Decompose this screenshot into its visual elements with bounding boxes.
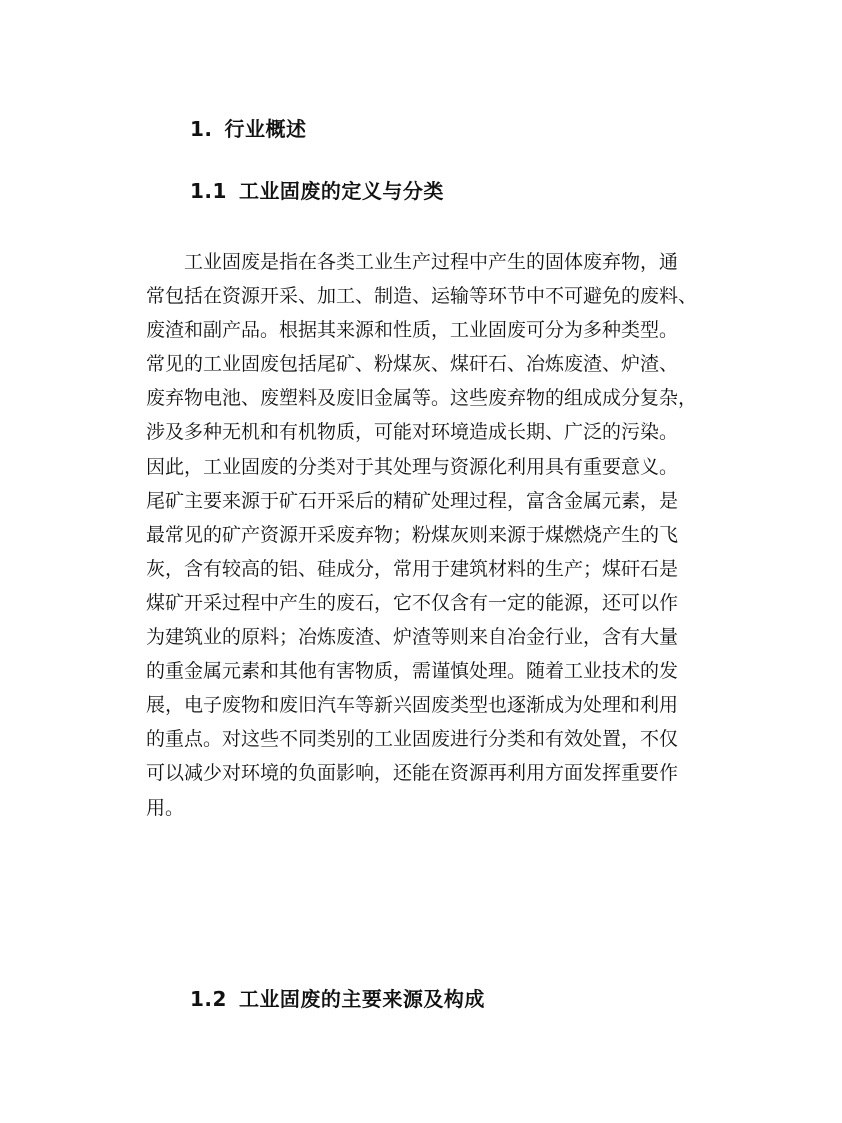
- section-title: 行业概述: [224, 117, 307, 141]
- section-heading-1-1: [190, 177, 444, 205]
- body-paragraph: [146, 245, 706, 825]
- section-heading-1-2: [190, 985, 485, 1013]
- paragraph-line: 的重点。对这些不同类别的工业固废进行分类和有效处置，不仅: [146, 728, 679, 751]
- paragraph-line: 展，电子废物和废旧汽车等新兴固废类型也逐渐成为处理和利用: [146, 694, 679, 717]
- section-number: 1.2: [190, 987, 227, 1011]
- paragraph-line: 常见的工业固废包括尾矿、粉煤灰、煤矸石、冶炼废渣、炉渣、: [146, 353, 679, 376]
- paragraph-line: 废弃物电池、废塑料及废旧金属等。这些废弃物的组成成分复杂，: [146, 387, 698, 410]
- paragraph-line: 可以减少对环境的负面影响，还能在资源再利用方面发挥重要作: [146, 762, 679, 785]
- paragraph-line: 工业固废是指在各类工业生产过程中产生的固体废弃物，通: [184, 251, 679, 273]
- paragraph-line: 尾矿主要来源于矿石开采后的精矿处理过程，富含金属元素，是: [146, 489, 679, 512]
- paragraph-line: 为建筑业的原料；冶炼废渣、炉渣等则来自冶金行业，含有大量: [146, 626, 679, 649]
- paragraph-line: 常包括在资源开采、加工、制造、运输等环节中不可避免的废料、: [146, 285, 698, 308]
- section-title: 工业固废的主要来源及构成: [238, 987, 485, 1011]
- section-number: 1.: [190, 117, 213, 141]
- paragraph-line: 灰，含有较高的铝、硅成分，常用于建筑材料的生产；煤矸石是: [146, 557, 679, 580]
- section-heading-1: [190, 115, 307, 143]
- paragraph-line: 涉及多种无机和有机物质，可能对环境造成长期、广泛的污染。: [146, 421, 679, 444]
- paragraph-line: 煤矿开采过程中产生的废石，它不仅含有一定的能源，还可以作: [146, 591, 679, 614]
- paragraph-line: 的重金属元素和其他有害物质，需谨慎处理。随着工业技术的发: [146, 660, 679, 683]
- section-number: 1.1: [190, 179, 227, 203]
- paragraph-line: 因此，工业固废的分类对于其处理与资源化利用具有重要意义。: [146, 455, 679, 478]
- paragraph-line: 用。: [146, 796, 185, 819]
- paragraph-line: 最常见的矿产资源开采废弃物；粉煤灰则来源于煤燃烧产生的飞: [146, 523, 679, 546]
- section-title: 工业固废的定义与分类: [238, 179, 444, 203]
- paragraph-line: 废渣和副产品。根据其来源和性质，工业固废可分为多种类型。: [146, 319, 679, 342]
